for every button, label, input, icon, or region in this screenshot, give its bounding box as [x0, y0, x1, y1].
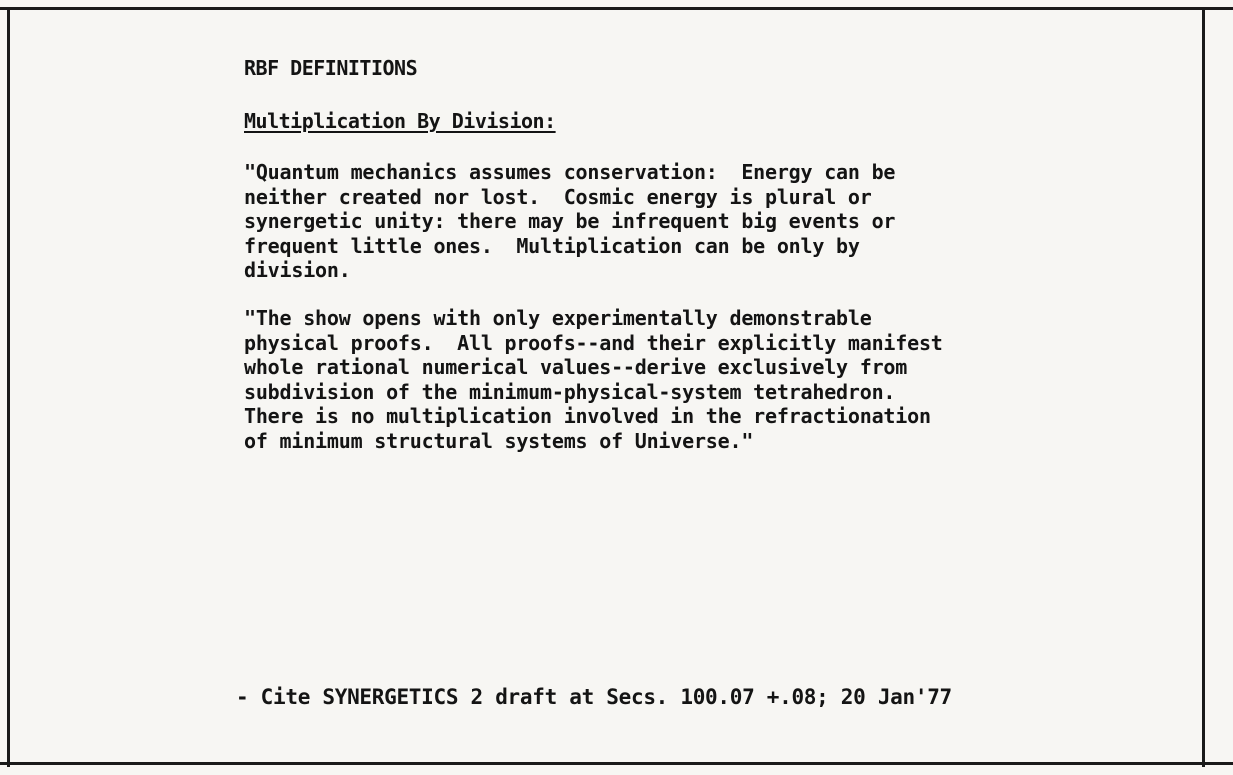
quote-paragraph-1: "Quantum mechanics assumes conservation: Energy can be neither created nor lost. Cosmic energy is plural or synergetic unity: there may be infrequent big events or frequent little ones. Multiplication can be only by division. [244, 160, 896, 282]
card-border-right [1202, 7, 1205, 767]
document-heading: RBF DEFINITIONS [244, 56, 418, 80]
card-border-left [7, 7, 10, 767]
section-title: Multiplication By Division: [244, 109, 556, 133]
quote-paragraph-2: "The show opens with only experimentally demonstrable physical proofs. All proofs--and their explicitly manifest whole rational numerical values--derive exclusively from subdivision of the minimum-physical-system tetrahedron. There is no multiplication involved in the refractionation of minimum structural systems of Universe." [244, 306, 943, 453]
card-border-bottom [0, 762, 1233, 765]
card-border-top [0, 7, 1233, 10]
citation: - Cite SYNERGETICS 2 draft at Secs. 100.07 +.08; 20 Jan'77 [236, 685, 952, 709]
